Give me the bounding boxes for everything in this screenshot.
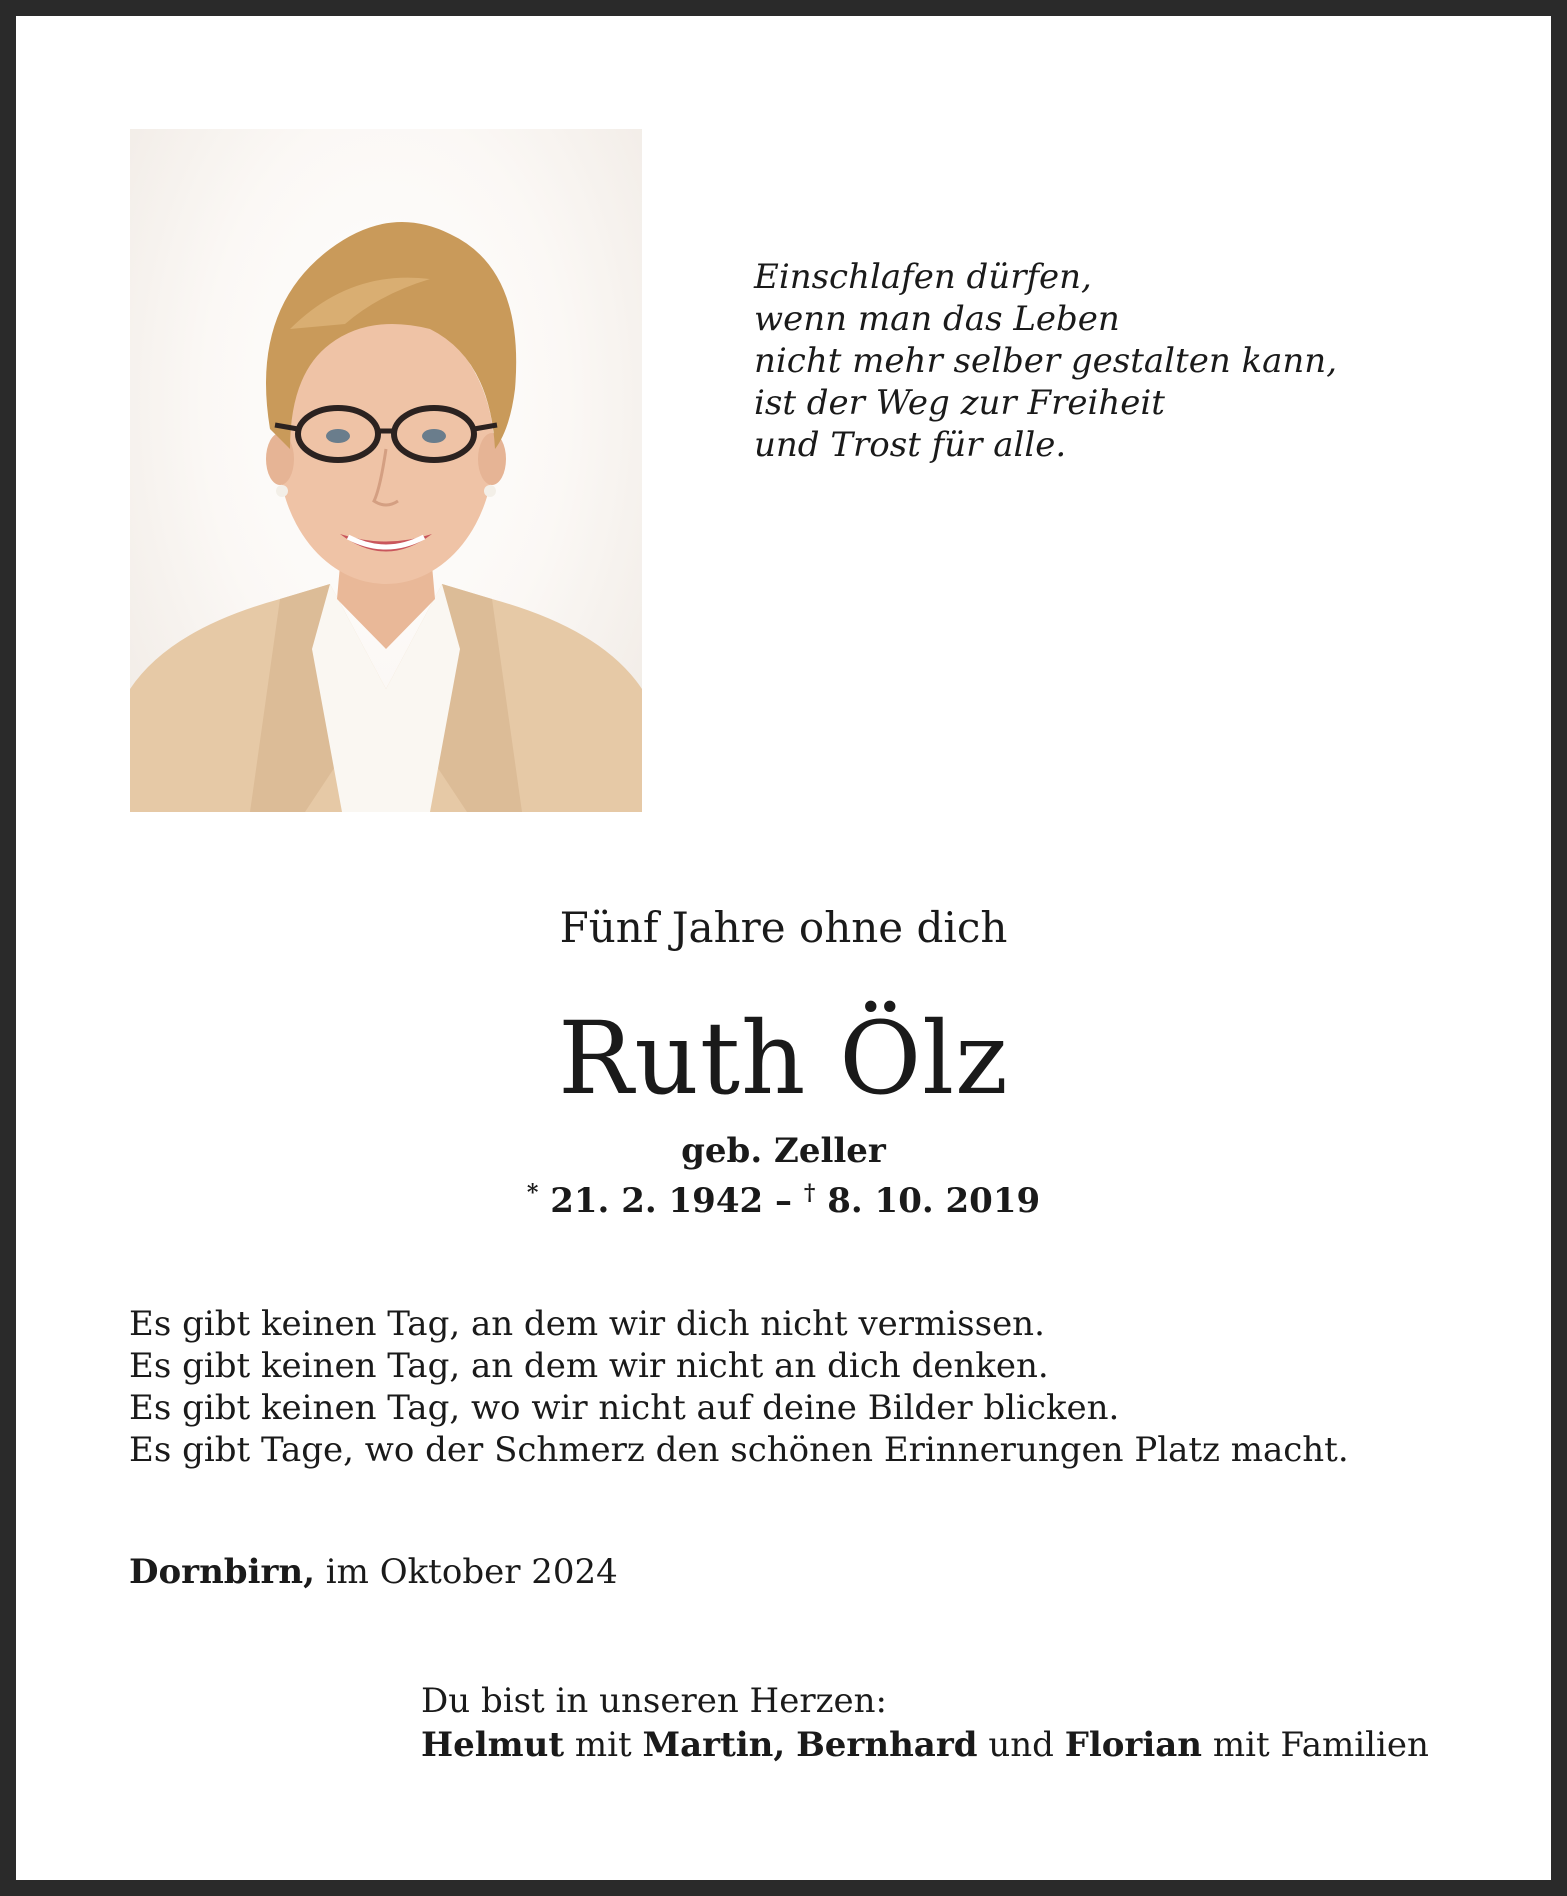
death-symbol: † xyxy=(803,1180,816,1206)
obituary-page xyxy=(16,16,1551,1880)
place: Dornbirn, xyxy=(129,1552,315,1592)
birth-symbol: * xyxy=(526,1180,539,1206)
memory-line: Es gibt keinen Tag, wo wir nicht auf deine Bilder blicken. xyxy=(129,1388,1120,1428)
verse-line: Einschlafen dürfen, xyxy=(754,257,1092,297)
family-name-helmut: Helmut xyxy=(421,1725,565,1765)
family-name-bernhard: Bernhard xyxy=(796,1725,978,1765)
signoff-word: und xyxy=(988,1725,1054,1765)
death-date: 8. 10. 2019 xyxy=(827,1181,1041,1221)
signoff xyxy=(421,1679,1429,1767)
portrait-illustration xyxy=(130,129,642,812)
signoff-names xyxy=(421,1723,1429,1767)
family-name-florian: Florian xyxy=(1064,1725,1203,1765)
verse-line: und Trost für alle. xyxy=(754,425,1067,465)
verse xyxy=(754,256,1454,466)
portrait-photo xyxy=(130,129,642,812)
life-dates xyxy=(16,1173,1551,1221)
memorial-subtitle: Fünf Jahre ohne dich xyxy=(559,903,1008,952)
verse-line: nicht mehr selber gestalten kann, xyxy=(754,341,1337,381)
deceased-name: Ruth Ölz xyxy=(558,1000,1009,1117)
verse-line: ist der Weg zur Freiheit xyxy=(754,383,1165,423)
memory-text xyxy=(129,1303,1429,1471)
signoff-intro: Du bist in unseren Herzen: xyxy=(421,1681,887,1721)
place-and-date xyxy=(129,1551,618,1593)
maiden-name: geb. Zeller xyxy=(681,1131,886,1171)
memory-line: Es gibt Tage, wo der Schmerz den schönen Erinnerungen Platz macht. xyxy=(129,1430,1349,1470)
family-name-martin: Martin, xyxy=(642,1725,786,1765)
date: im Oktober 2024 xyxy=(325,1552,618,1592)
date-separator: – xyxy=(775,1181,792,1221)
memory-line: Es gibt keinen Tag, an dem wir dich nicht vermissen. xyxy=(129,1304,1045,1344)
verse-line: wenn man das Leben xyxy=(754,299,1120,339)
birth-date: 21. 2. 1942 xyxy=(550,1181,764,1221)
memory-line: Es gibt keinen Tag, an dem wir nicht an dich denken. xyxy=(129,1346,1049,1386)
signoff-word: mit Familien xyxy=(1212,1725,1429,1765)
signoff-word: mit xyxy=(574,1725,632,1765)
